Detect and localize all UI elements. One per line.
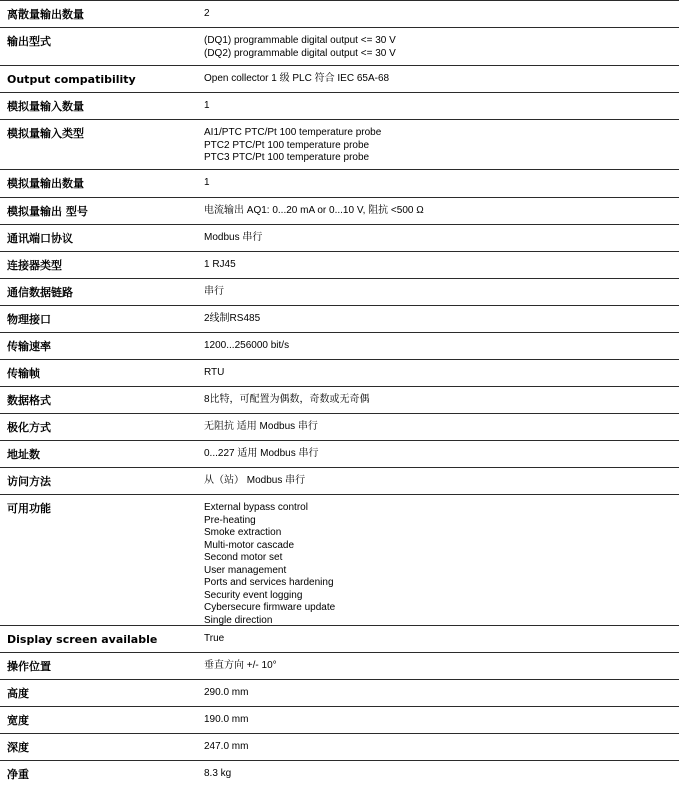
spec-value-line: True [204, 633, 225, 644]
spec-label: 极化方式 [7, 421, 51, 434]
spec-value-line: Modbus 串行 [204, 232, 263, 243]
spec-value-line: Pre-heating [204, 514, 256, 526]
spec-row-net-weight [0, 760, 679, 787]
spec-value-line: 1200...256000 bit/s [204, 340, 290, 351]
spec-value-line: 8比特，可配置为偶数，奇数或无奇偶 [204, 394, 370, 405]
spec-value [197, 761, 679, 781]
spec-row-output-compatibility [0, 65, 679, 92]
spec-row-depth [0, 733, 679, 760]
spec-value-line: 1 [204, 177, 210, 188]
spec-value [197, 495, 679, 627]
spec-row-available-functions [0, 494, 679, 625]
spec-label: 模拟量输入数量 [7, 100, 84, 113]
spec-value-line: Security event logging [204, 589, 303, 601]
spec-row-transmission-frame [0, 359, 679, 386]
spec-value [197, 441, 679, 461]
spec-value-line: Second motor set [204, 552, 283, 563]
spec-label: 深度 [7, 741, 29, 754]
spec-value-line: Open collector 1 级 PLC 符合 IEC 65A-68 [204, 73, 390, 84]
spec-value [197, 279, 679, 299]
spec-value-line: AI1/PTC PTC/Pt 100 temperature probe [204, 127, 382, 138]
spec-label: 传输帧 [7, 367, 40, 380]
spec-value-line: 1 RJ45 [204, 259, 236, 270]
spec-value [197, 387, 679, 407]
spec-label: 连接器类型 [7, 259, 62, 272]
spec-row-analog-input-type [0, 119, 679, 169]
spec-value-line: 2线制RS485 [204, 313, 261, 324]
spec-value-line: RTU [204, 367, 225, 378]
spec-value [197, 170, 679, 190]
spec-row-analog-input-count [0, 92, 679, 119]
spec-label: 输出型式 [7, 35, 51, 48]
spec-label: 模拟量输入类型 [7, 127, 84, 140]
spec-label: Display screen available [7, 633, 158, 646]
spec-value-line: Single direction [204, 614, 273, 626]
spec-row-analog-output-count [0, 169, 679, 197]
spec-value-line: Cybersecure firmware update [204, 602, 336, 613]
spec-label: 模拟量输出 型号 [7, 205, 88, 218]
spec-value-line: 垂直方向 +/- 10° [204, 660, 277, 671]
spec-label: 高度 [7, 687, 29, 700]
spec-label: 操作位置 [7, 660, 51, 673]
spec-row-discrete-output-count [0, 0, 679, 27]
spec-row-display-screen [0, 625, 679, 652]
spec-value-line: Smoke extraction [204, 527, 282, 538]
spec-value [197, 93, 679, 113]
spec-value [197, 414, 679, 434]
spec-label: 通信数据链路 [7, 286, 73, 299]
spec-row-transmission-rate [0, 332, 679, 359]
spec-row-polarization [0, 413, 679, 440]
spec-label: 可用功能 [7, 502, 51, 515]
spec-label: 访问方法 [7, 475, 51, 488]
spec-row-data-format [0, 386, 679, 413]
spec-label: 物理接口 [7, 313, 51, 326]
spec-label: 净重 [7, 768, 29, 781]
spec-value [197, 468, 679, 488]
spec-row-height [0, 679, 679, 706]
spec-value [197, 225, 679, 245]
spec-label: 通讯端口协议 [7, 232, 73, 245]
spec-row-physical-interface [0, 305, 679, 332]
spec-value [197, 252, 679, 272]
spec-label: 地址数 [7, 448, 40, 461]
spec-row-width [0, 706, 679, 733]
spec-value-line: Multi-motor cascade [204, 539, 295, 551]
spec-value-line: Ports and services hardening [204, 577, 334, 588]
spec-value-line: 190.0 mm [204, 714, 249, 725]
spec-value-line: External bypass control [204, 502, 308, 513]
spec-value [197, 707, 679, 727]
spec-value-line: 2 [204, 8, 210, 19]
spec-value [197, 120, 679, 165]
spec-value [197, 680, 679, 700]
spec-row-analog-output-type [0, 197, 679, 224]
spec-value [197, 653, 679, 673]
spec-value-line: 1 [204, 100, 210, 111]
spec-value [197, 198, 679, 218]
spec-value-line: 247.0 mm [204, 741, 249, 752]
spec-label: Output compatibility [7, 73, 136, 86]
spec-value-line: 电流输出 AQ1: 0...20 mA or 0...10 V, 阻抗 <500 Ω [204, 205, 424, 216]
spec-value-line: (DQ2) programmable digital output <= 30 V [204, 47, 396, 59]
spec-value-line: PTC3 PTC/Pt 100 temperature probe [204, 152, 370, 163]
spec-value-line: 290.0 mm [204, 687, 249, 698]
spec-label: 传输速率 [7, 340, 51, 353]
spec-row-access-method [0, 467, 679, 494]
spec-value-line: 8.3 kg [204, 768, 232, 779]
spec-row-output-type [0, 27, 679, 65]
spec-value-line: 串行 [204, 286, 224, 297]
spec-value [197, 333, 679, 353]
spec-value-line: User management [204, 564, 287, 576]
spec-value-line: 从（站） Modbus 串行 [204, 475, 306, 486]
spec-value-line: 无阻抗 适用 Modbus 串行 [204, 421, 318, 432]
spec-value [197, 28, 679, 60]
spec-label: 宽度 [7, 714, 29, 727]
spec-row-connector-type [0, 251, 679, 278]
spec-value [197, 66, 679, 86]
spec-value-line: PTC2 PTC/Pt 100 temperature probe [204, 139, 370, 151]
spec-value [197, 734, 679, 754]
spec-label: 离散量输出数量 [7, 8, 84, 21]
spec-row-operating-position [0, 652, 679, 679]
spec-value [197, 626, 679, 646]
spec-value-line: (DQ1) programmable digital output <= 30 V [204, 35, 396, 46]
spec-label: 模拟量输出数量 [7, 177, 84, 190]
spec-value [197, 360, 679, 380]
spec-row-data-link [0, 278, 679, 305]
spec-value [197, 1, 679, 21]
spec-row-communication-protocol [0, 224, 679, 251]
spec-label: 数据格式 [7, 394, 51, 407]
spec-row-address-count [0, 440, 679, 467]
spec-value [197, 306, 679, 326]
spec-value-line: 0...227 适用 Modbus 串行 [204, 448, 319, 459]
